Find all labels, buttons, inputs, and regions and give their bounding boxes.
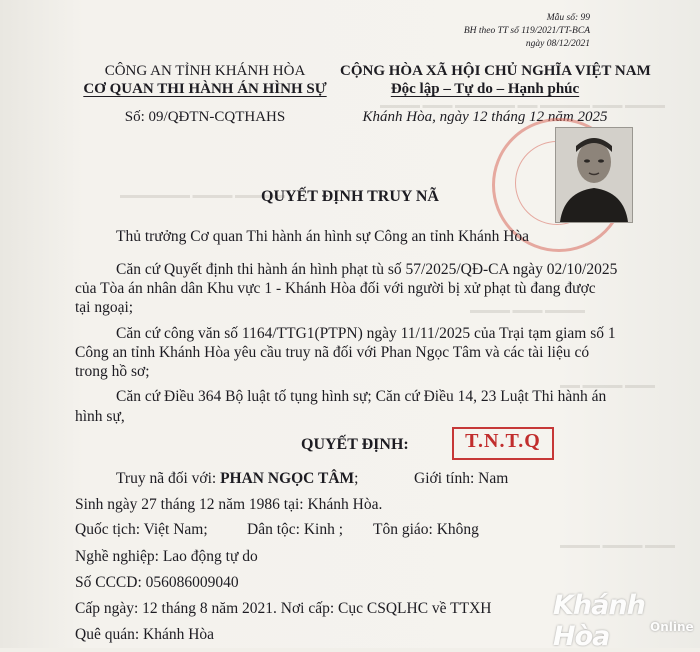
subject-hometown: Quê quán: Khánh Hòa (75, 626, 215, 643)
basis-request-line2: Công an tỉnh Khánh Hòa yêu cầu truy nã đối với Phan Ngọc Tâm và các tài liệu có (75, 344, 590, 361)
wanted-name: PHAN NGỌC TÂM (220, 470, 355, 487)
subject-id-issued: Cấp ngày: 12 tháng 8 năm 2021. Nơi cấp: Cục CSQLHC về TTXH (75, 600, 492, 617)
subject-id-number: Số CCCD: 056086009040 (75, 574, 239, 591)
decision-number: Số: 09/QĐTN-CQTHAHS (124, 109, 286, 125)
subject-occupation: Nghề nghiệp: Lao động tự do (75, 548, 258, 565)
subject-gender: Giới tính: Nam (414, 470, 509, 487)
subject-nationality: Quốc tịch: Việt Nam; (75, 521, 208, 538)
basis-law-line1: Căn cứ Điều 364 Bộ luật tố tụng hình sự; Căn cứ Điều 14, 23 Luật Thi hành án (116, 388, 607, 405)
form-circular-date: ngày 08/12/2021 (525, 39, 590, 49)
form-reference-note (460, 12, 590, 51)
suspect-photo (555, 127, 633, 223)
basis-law-line2: hình sự, (75, 408, 125, 425)
wanted-subject-line (116, 470, 358, 488)
issuing-agency: CÔNG AN TỈNH KHÁNH HÒA (104, 63, 306, 79)
subject-ethnicity: Dân tộc: Kinh ; (247, 521, 343, 538)
publisher-watermark: Khánh Hòa (553, 590, 645, 652)
basis-judgment-line3: tại ngoại; (75, 299, 134, 316)
bleed-through-texture: ▬▬▬▬▬ ▬▬▬▬ ▬▬▬▬▬▬▬ (120, 190, 285, 201)
document-title: QUYẾT ĐỊNH TRUY NÃ (261, 188, 439, 205)
subject-birth: Sinh ngày 27 tháng 12 năm 1986 tại: Khánh Hòa. (75, 496, 383, 513)
issuer-line: Thủ trưởng Cơ quan Thi hành án hình sự Công an tỉnh Khánh Hòa (116, 228, 530, 245)
basis-request-line1: Căn cứ công văn số 1164/TTG1(PTPN) ngày 11/11/2025 của Trại tạm giam số 1 (116, 325, 616, 342)
tntq-stamp-code: T.N.T.Q (465, 430, 541, 452)
issuing-office: CƠ QUAN THI HÀNH ÁN HÌNH SỰ (83, 81, 327, 97)
place-and-date: Khánh Hòa, ngày 12 tháng 12 năm 2025 (362, 109, 608, 125)
portrait-silhouette-icon (556, 128, 632, 222)
national-motto: Độc lập – Tự do – Hạnh phúc (390, 81, 580, 97)
bleed-through-texture: ▬▬▬▬ ▬▬▬ ▬▬▬▬ (470, 305, 585, 316)
bleed-through-texture: ▬▬▬ ▬▬▬▬ ▬▬▬▬ (560, 540, 675, 551)
form-number: Mẫu số: 99 (546, 13, 590, 23)
decision-heading: QUYẾT ĐỊNH: (301, 436, 409, 453)
wanted-name-suffix: ; (354, 470, 359, 487)
form-circular: BH theo TT số 119/2021/TT-BCA (463, 26, 590, 36)
basis-request-line3: trong hồ sơ; (75, 363, 150, 380)
basis-judgment-line1: Căn cứ Quyết định thi hành án hình phạt tù số 57/2025/QĐ-CA ngày 02/10/2025 (116, 261, 618, 278)
subject-religion: Tôn giáo: Không (373, 521, 479, 538)
nation-name: CỘNG HÒA XÃ HỘI CHỦ NGHĨA VIỆT NAM (340, 63, 651, 79)
wanted-label: Truy nã đối với: (116, 470, 221, 487)
basis-judgment-line2: của Tòa án nhân dân Khu vực 1 - Khánh Hòa đối với người bị xử phạt tù đang được (75, 280, 596, 297)
publisher-watermark-sub: Online (650, 620, 694, 634)
bleed-through-texture: ▬▬▬ ▬▬▬▬ ▬▬ (560, 380, 655, 391)
bleed-through-texture: ▬▬▬▬ ▬▬▬ ▬▬▬▬▬ ▬▬ ▬▬▬▬▬▬ ▬▬▬ ▬▬▬▬ (380, 100, 665, 111)
